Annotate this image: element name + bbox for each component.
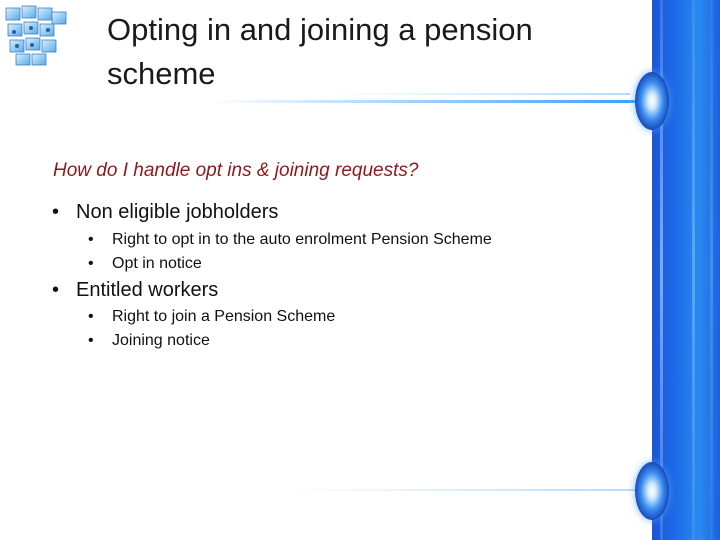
sub-bullet-joining-notice: [88, 332, 210, 350]
bullet-entitled-workers: [52, 279, 218, 302]
sub-bullet-text: Right to opt in to the auto enrolment Pension Scheme: [112, 231, 492, 248]
sub-bullet-text: Right to join a Pension Scheme: [112, 308, 336, 325]
slide-subtitle: How do I handle opt ins & joining requests?: [53, 160, 419, 181]
sub-bullet-text: Joining notice: [112, 332, 210, 349]
bullet-dot: •: [52, 279, 60, 301]
slide-title: Opting in and joining a pension scheme: [107, 12, 533, 91]
bullet-heading-text: Non eligible jobholders: [76, 201, 279, 223]
bullet-dot: •: [88, 255, 94, 272]
sub-bullet-text: Opt in notice: [112, 255, 202, 272]
sub-bullet-opt-in-notice: [88, 255, 202, 273]
bullet-non-eligible-jobholders: [52, 201, 278, 224]
bullet-dot: •: [88, 332, 94, 349]
bullet-dot: •: [88, 308, 94, 325]
bullet-dot: •: [52, 201, 60, 223]
bullet-dot: •: [88, 231, 94, 248]
top-glow-line: [210, 100, 635, 103]
bullet-heading-text: Entitled workers: [76, 279, 219, 301]
bottom-glow-line: [290, 489, 635, 491]
sub-bullet-right-to-join: [88, 308, 335, 326]
sub-bullet-right-to-opt-in: [88, 231, 492, 249]
top-glowing-orb-icon: [635, 72, 669, 130]
grid-cubes-logo-icon: [2, 2, 70, 68]
bottom-glowing-orb-icon: [635, 462, 669, 520]
